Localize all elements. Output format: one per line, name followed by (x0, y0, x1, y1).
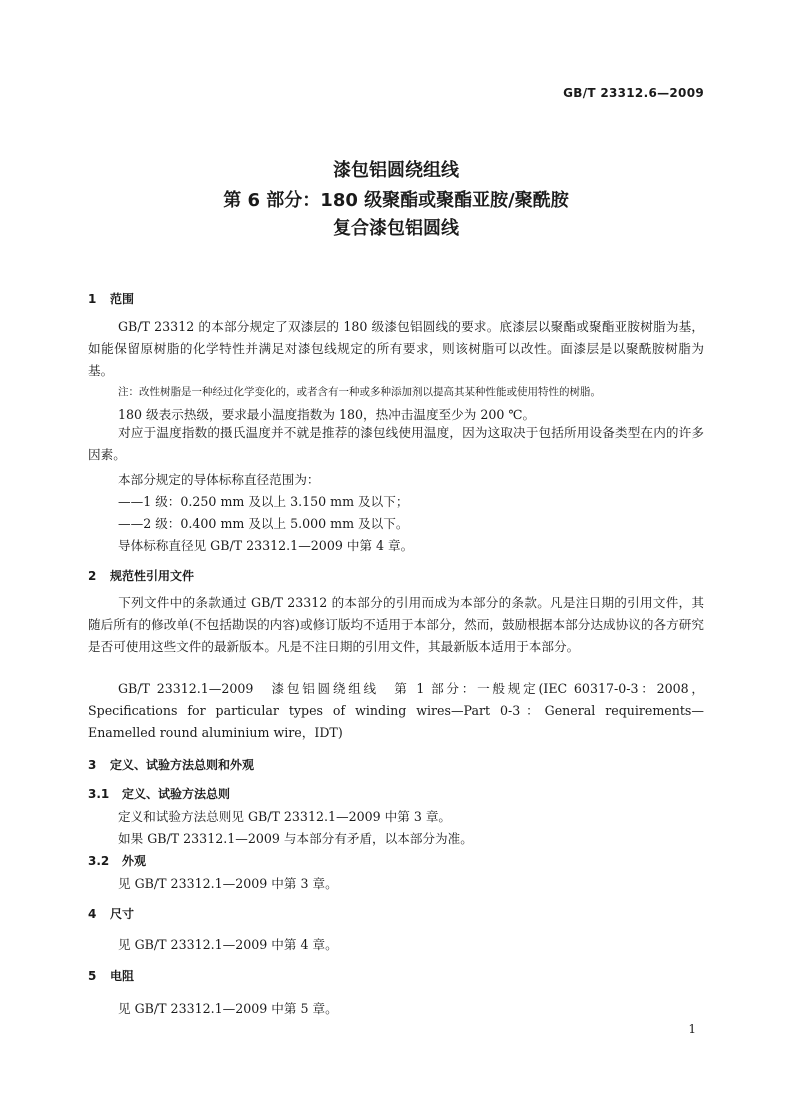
section-title: 尺寸 (110, 907, 135, 921)
section-number: 3 (88, 758, 97, 772)
text-line: 定义和试验方法总则见 GB/T 23312.1—2009 中第 3 章。 (118, 809, 452, 824)
note: 注：改性树脂是一种经过化学变化的，或者含有一种或多种添加剂以提高其某种性能或使用特性的树脂。 (118, 386, 601, 398)
text-line: 见 GB/T 23312.1—2009 中第 5 章。 (118, 1001, 338, 1016)
section-number: 1 (88, 292, 97, 306)
section-2-heading (88, 567, 194, 584)
text-line: 见 GB/T 23312.1—2009 中第 3 章。 (118, 876, 338, 891)
paragraph-text: GB/T 23312 的本部分规定了双漆层的 180 级漆包铝圆线的要求。底漆层以聚酯或聚酯亚胺树脂为基，如能保留原树脂的化学特性并满足对漆包线规定的所有要求，则该树脂可以改性。面漆层是以聚酰胺树脂为基。 (88, 319, 704, 378)
text-line: 见 GB/T 23312.1—2009 中第 4 章。 (118, 937, 338, 952)
section-number: 2 (88, 569, 97, 583)
text-line: 如果 GB/T 23312.1—2009 与本部分有矛盾，以本部分为准。 (118, 831, 473, 846)
standard-code: GB/T 23312.6—2009 (563, 86, 704, 100)
page-number: 1 (688, 1022, 696, 1036)
section-5-heading (88, 967, 134, 984)
subsection-number: 3.2 (88, 854, 110, 868)
section-title: 电阻 (110, 969, 135, 983)
subsection-3-1-heading (88, 785, 230, 802)
section-title: 范围 (110, 292, 135, 306)
subsection-3-2-heading (88, 852, 146, 869)
section-1-heading (88, 290, 134, 307)
subsection-title: 定义、试验方法总则 (122, 787, 231, 801)
paragraph (88, 678, 704, 744)
paragraph (88, 422, 704, 466)
text-line: 本部分规定的导体标称直径范围为： (118, 472, 320, 487)
title-line-2: 第 6 部分：180 级聚酯或聚酯亚胺/聚酰胺 (223, 190, 569, 211)
title-line-3: 复合漆包铝圆线 (333, 218, 459, 239)
subsection-title: 外观 (122, 854, 147, 868)
paragraph-text: GB/T 23312.1—2009 漆包铝圆绕组线 第 1 部分：一般规定(IEC 60317-0-3：2008，Specifications for particular types of winding wires—Part 0-3：General requirements—Enamelled round aluminium wire，IDT) (88, 681, 704, 740)
paragraph (88, 316, 704, 382)
section-4-heading (88, 905, 134, 922)
paragraph-text: 下列文件中的条款通过 GB/T 23312 的本部分的引用而成为本部分的条款。凡是注日期的引用文件，其随后所有的修改单(不包括勘误的内容)或修订版均不适用于本部分，然而，鼓励根据本部分达成协议的各方研究是否可使用这些文件的最新版本。凡是不注日期的引用文件，其最新版本适用于本部分。 (88, 595, 704, 654)
title-line-1: 漆包铝圆绕组线 (333, 160, 459, 181)
paragraph (88, 592, 704, 658)
subsection-number: 3.1 (88, 787, 110, 801)
section-title: 定义、试验方法总则和外观 (110, 758, 255, 772)
section-number: 5 (88, 969, 97, 983)
list-item: ——2 级：0.400 mm 及以上 5.000 mm 及以下。 (118, 516, 409, 531)
text-line: 导体标称直径见 GB/T 23312.1—2009 中第 4 章。 (118, 538, 414, 553)
paragraph-text: 对应于温度指数的摄氏温度并不就是推荐的漆包线使用温度，因为这取决于包括所用设备类型在内的许多因素。 (88, 425, 704, 462)
section-number: 4 (88, 907, 97, 921)
text-line: 180 级表示热级，要求最小温度指数为 180，热冲击温度至少为 200 ℃。 (118, 407, 536, 422)
section-3-heading (88, 756, 254, 773)
list-item: ——1 级：0.250 mm 及以上 3.150 mm 及以下； (118, 494, 409, 509)
section-title: 规范性引用文件 (110, 569, 195, 583)
